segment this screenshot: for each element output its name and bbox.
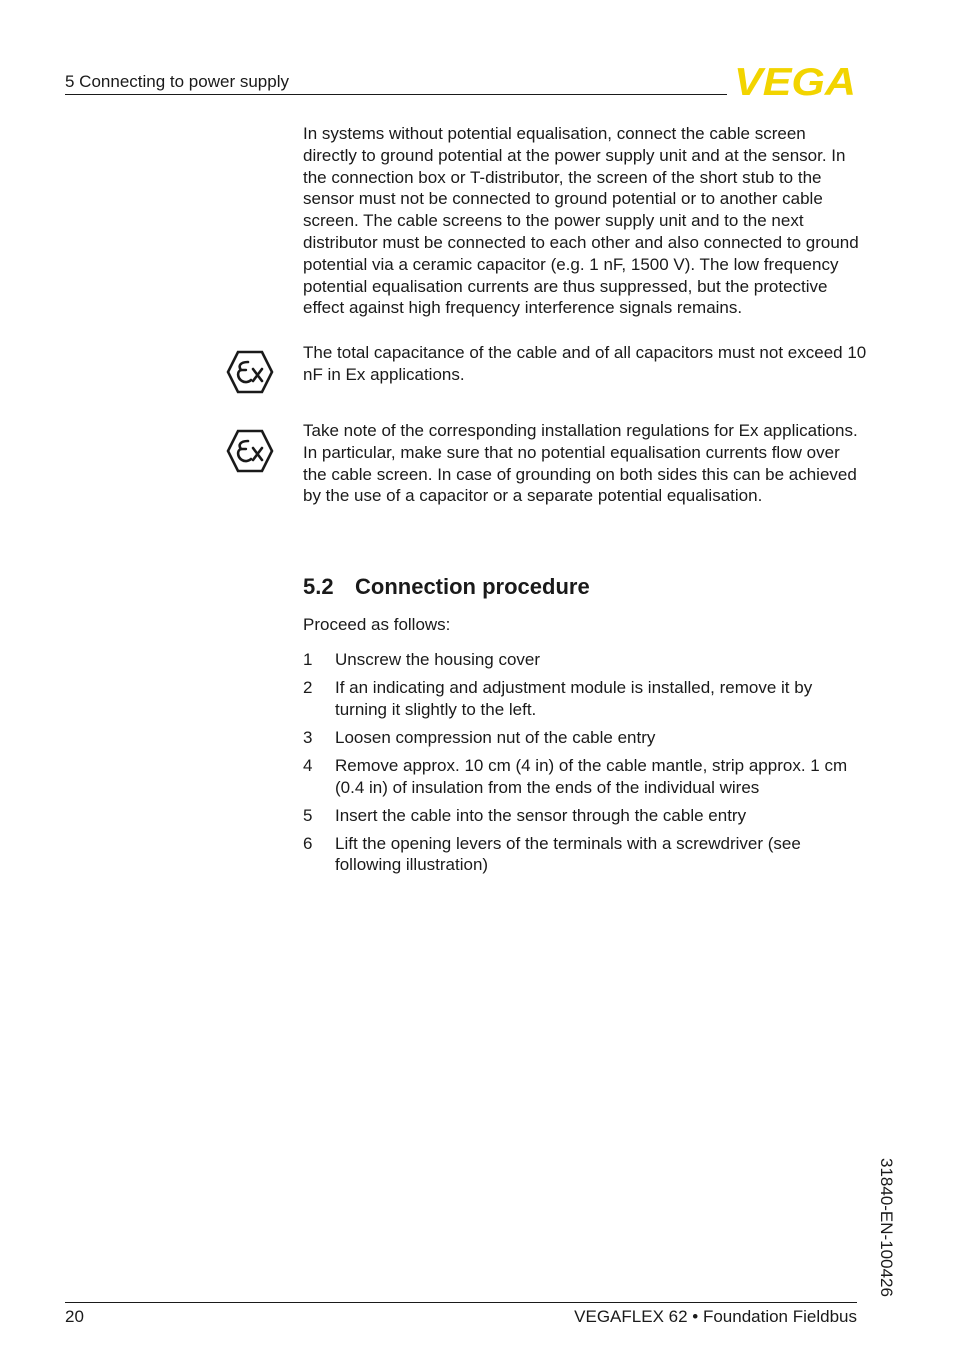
section-title: Connection procedure bbox=[355, 574, 590, 599]
procedure-steps bbox=[303, 649, 863, 882]
paragraph-potential-equalisation: In systems without potential equalisation, connect the cable screen directly to ground potential at the power supply unit and at the sensor. In the connection box or T-distributor, the screen of the short stub to the sensor must not be connected to ground potential or to another cable screen. The cable screens to the power supply unit and to the next distributor must be connected to each other and also connected to ground potential via a ceramic capacitor (e.g. 1 nF, 1500 V). The low frequency potential equalisation currents are thus suppressed, but the protective effect against high frequency interference signals remains. bbox=[303, 124, 859, 318]
step-number: 2 bbox=[303, 677, 313, 697]
running-header: 5 Connecting to power supply bbox=[65, 72, 289, 91]
step-text: If an indicating and adjustment module is installed, remove it by turning it slightly to the left. bbox=[335, 677, 813, 719]
section-number: 5.2 bbox=[303, 574, 334, 599]
step-text: Lift the opening levers of the terminals with a screwdriver (see following illustration) bbox=[335, 833, 801, 875]
footer-document-title: VEGAFLEX 62 • Foundation Fieldbus bbox=[574, 1307, 857, 1326]
step-text: Unscrew the housing cover bbox=[335, 650, 541, 669]
list-item bbox=[303, 805, 863, 827]
logo-text: VEGA bbox=[734, 64, 856, 98]
step-text: Loosen compression nut of the cable entry bbox=[335, 727, 656, 747]
list-item bbox=[303, 755, 863, 799]
document-code-vertical bbox=[866, 1158, 906, 1304]
vega-logo bbox=[734, 64, 858, 98]
step-text: Insert the cable into the sensor through the cable entry bbox=[335, 805, 747, 825]
header-rule bbox=[65, 94, 727, 95]
list-item bbox=[303, 649, 863, 671]
step-number: 1 bbox=[303, 650, 313, 669]
ex-note-installation: Take note of the corresponding installation regulations for Ex applications. In particular, make sure that no potential equalisation currents flow over the cable screen. In case of grounding on both sides this can be achieved by the use of a capacitor or a separate potential equalisation. bbox=[303, 421, 858, 506]
page-number: 20 bbox=[65, 1307, 84, 1326]
step-text: Remove approx. 10 cm (4 in) of the cable mantle, strip approx. 1 cm (0.4 in) of insulation from the ends of the individual wires bbox=[335, 755, 848, 797]
list-item bbox=[303, 833, 863, 877]
list-item bbox=[303, 677, 863, 721]
ex-icon bbox=[226, 350, 274, 394]
step-number: 4 bbox=[303, 755, 313, 775]
ex-note-capacitance: The total capacitance of the cable and of all capacitors must not exceed 10 nF in Ex applications. bbox=[303, 343, 867, 384]
footer-rule bbox=[65, 1302, 857, 1303]
document-code: 31840-EN-100426 bbox=[877, 1158, 896, 1297]
step-number: 5 bbox=[303, 805, 313, 825]
step-number: 6 bbox=[303, 833, 313, 853]
procedure-intro: Proceed as follows: bbox=[303, 615, 451, 634]
list-item bbox=[303, 727, 863, 749]
step-number: 3 bbox=[303, 727, 313, 747]
ex-icon bbox=[226, 429, 274, 473]
section-heading bbox=[303, 573, 590, 601]
